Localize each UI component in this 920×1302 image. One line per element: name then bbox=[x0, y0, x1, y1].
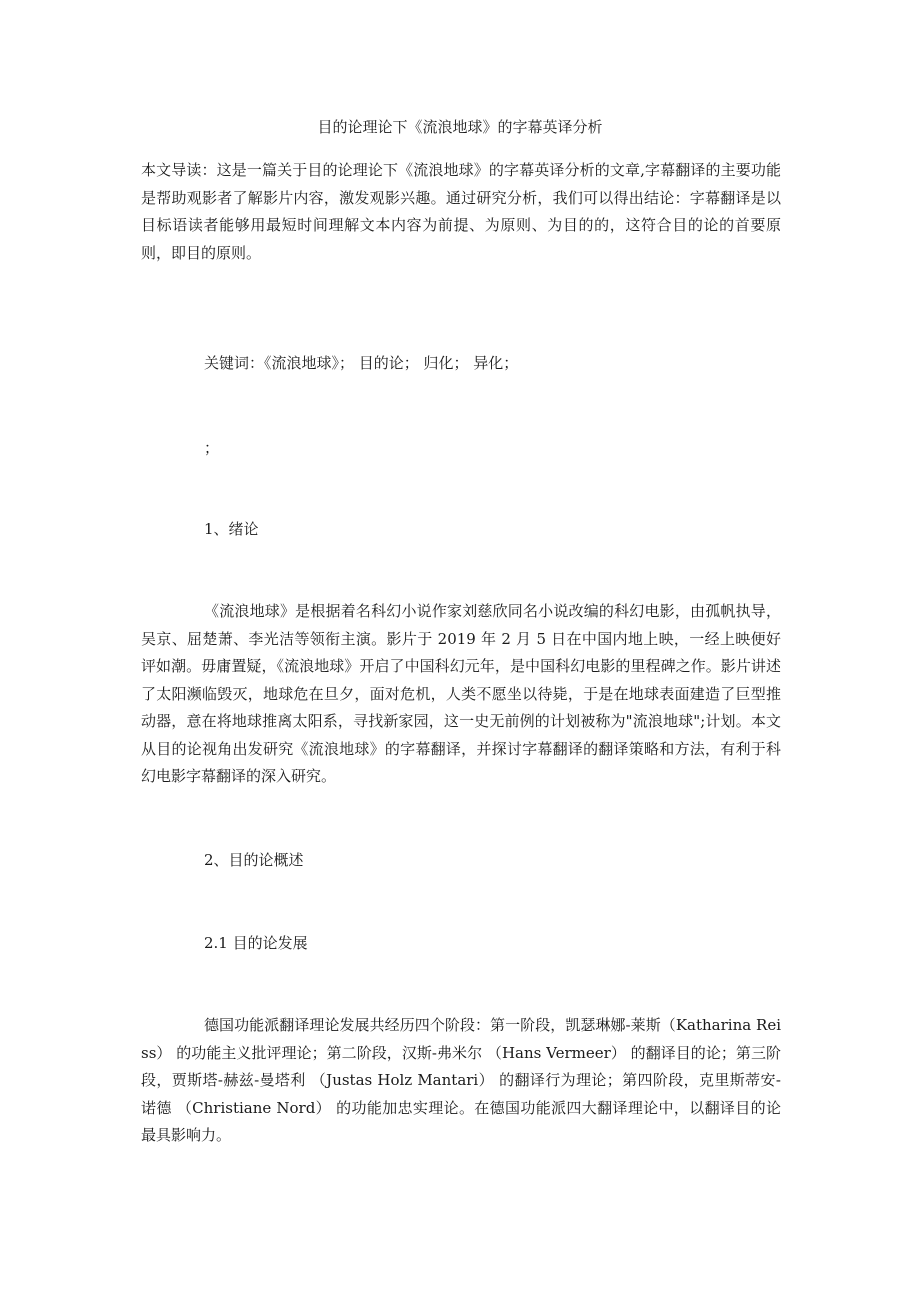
section-2-1-paragraph: 德国功能派翻译理论发展共经历四个阶段：第一阶段，凯瑟琳娜-莱斯（Katharina Reiss） 的功能主义批评理论；第二阶段，汉斯-弗米尔 （Hans Vermeer） 的翻译目的论；第三阶段，贾斯塔-赫兹-曼塔利 （Justas Holz Mantari） 的翻译行为理论；第四阶段，克里斯蒂安-诺德 （Christiane Nord） 的功能加忠实理论。在德国功能派四大翻译理论中，以翻译目的论最具影响力。 bbox=[141, 1016, 781, 1144]
separator-mark: ； bbox=[204, 439, 220, 457]
section-2-1-heading: 2.1 目的论发展 bbox=[204, 934, 308, 952]
section-2-heading: 2、目的论概述 bbox=[204, 851, 304, 869]
keywords-line: 关键词：《流浪地球》； 目的论； 归化； 异化； bbox=[204, 354, 519, 372]
section-1-paragraph: 《流浪地球》是根据着名科幻小说作家刘慈欣同名小说改编的科幻电影，由孤帆执导，吴京、屈楚萧、李光洁等领衔主演。影片于 2019 年 2 月 5 日在中国内地上映，一经上映便好评如潮。毋庸置疑，《流浪地球》开启了中国科幻元年，是中国科幻电影的里程碑之作。影片讲述了太阳濒临毁灭，地球危在旦夕，面对危机，人类不愿坐以待毙，于是在地球表面建造了巨型推动器，意在将地球推离太阳系，寻找新家园，这一史无前例的计划被称为"流浪地球";计划。本文从目的论视角出发研究《流浪地球》的字幕翻译，并探讨字幕翻译的翻译策略和方法，有利于科幻电影字幕翻译的深入研究。 bbox=[141, 602, 781, 785]
section-1-heading: 1、绪论 bbox=[204, 520, 259, 538]
abstract-paragraph: 本文导读：这是一篇关于目的论理论下《流浪地球》的字幕英译分析的文章,字幕翻译的主要功能是帮助观影者了解影片内容，激发观影兴趣。通过研究分析，我们可以得出结论：字幕翻译是以目标语读者能够用最短时间理解文本内容为前提、为原则、为目的的，这符合目的论的首要原则，即目的原则。 bbox=[141, 161, 781, 262]
document-title: 目的论理论下《流浪地球》的字幕英译分析 bbox=[317, 118, 603, 136]
